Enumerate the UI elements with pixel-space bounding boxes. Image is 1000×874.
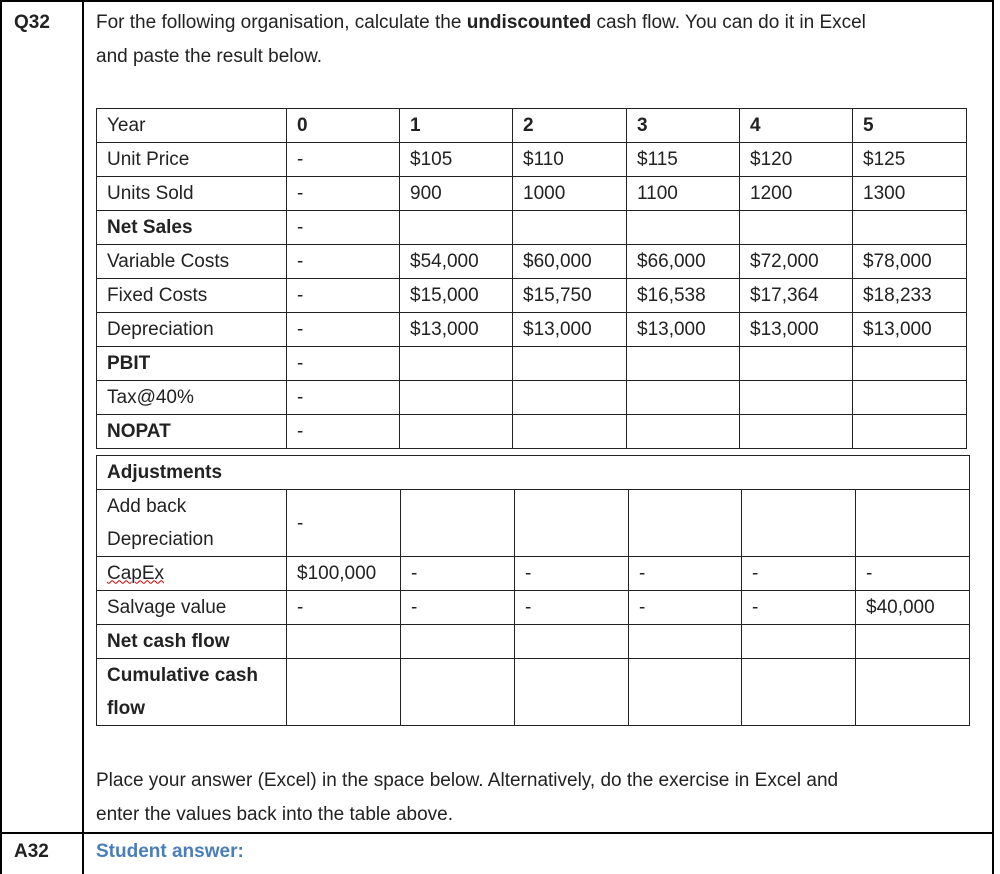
- answer-number: A32: [14, 841, 49, 862]
- table-cell: $40,000: [856, 591, 970, 625]
- table-cell: -: [287, 591, 401, 625]
- table-cell: [515, 659, 629, 726]
- table-cell: $15,750: [513, 279, 627, 313]
- table-cell: $13,000: [740, 313, 853, 347]
- table-cell: $13,000: [513, 313, 627, 347]
- row-label: Units Sold: [97, 177, 287, 211]
- row-label: Fixed Costs: [97, 279, 287, 313]
- row-label-line1: Add back: [107, 496, 187, 517]
- table-cell: 1200: [740, 177, 853, 211]
- table-cell: -: [742, 591, 856, 625]
- row-label: Variable Costs: [97, 245, 287, 279]
- table-cell: -: [287, 177, 400, 211]
- row-label: NOPAT: [97, 415, 287, 449]
- table-row: [97, 591, 970, 625]
- table-cell: [627, 211, 740, 245]
- table-cell: $54,000: [400, 245, 513, 279]
- table-row: [97, 490, 970, 557]
- table-cell: $125: [853, 143, 967, 177]
- table-cell: $13,000: [400, 313, 513, 347]
- table-row: [97, 347, 967, 381]
- table-cell: [629, 625, 742, 659]
- table-cell: $13,000: [853, 313, 967, 347]
- question-text-line1: [96, 6, 866, 40]
- table-cell: 1: [400, 109, 513, 143]
- frame-left: [0, 0, 2, 874]
- table-cell: 0: [287, 109, 400, 143]
- adjustments-table: [96, 455, 970, 726]
- table-row: [97, 109, 967, 143]
- table-cell: [856, 659, 970, 726]
- table-cell: [742, 625, 856, 659]
- table-cell: -: [287, 245, 400, 279]
- cash-flow-table: [96, 108, 967, 449]
- table-cell: -: [401, 557, 515, 591]
- frame-right: [992, 0, 994, 874]
- table-cell: -: [287, 347, 400, 381]
- table-cell: [400, 347, 513, 381]
- adjustments-heading: Adjustments: [97, 456, 970, 490]
- table-cell: [740, 415, 853, 449]
- table-cell: $100,000: [287, 557, 401, 591]
- adjustments-table-body: [97, 456, 970, 726]
- table-cell: [515, 490, 629, 557]
- table-cell: $120: [740, 143, 853, 177]
- table-cell: [627, 347, 740, 381]
- table-row: [97, 415, 967, 449]
- table-row: [97, 177, 967, 211]
- row-label: Net Sales: [97, 211, 287, 245]
- table-cell: [513, 381, 627, 415]
- table-cell: [740, 347, 853, 381]
- table-cell: [401, 659, 515, 726]
- table-cell: -: [629, 591, 742, 625]
- table-row: [97, 245, 967, 279]
- table-cell: 1100: [627, 177, 740, 211]
- table-cell: $16,538: [627, 279, 740, 313]
- table-row: [97, 143, 967, 177]
- table-cell: -: [742, 557, 856, 591]
- table-cell: -: [287, 211, 400, 245]
- table-cell: [629, 659, 742, 726]
- table-cell: [853, 347, 967, 381]
- table-cell: $13,000: [627, 313, 740, 347]
- table-cell: $72,000: [740, 245, 853, 279]
- row-label-line2: Depreciation: [107, 529, 214, 550]
- table-cell: $18,233: [853, 279, 967, 313]
- table-cell: [853, 381, 967, 415]
- table-cell: 900: [400, 177, 513, 211]
- table-cell: [627, 381, 740, 415]
- table-cell: $17,364: [740, 279, 853, 313]
- row-label-text: Salvage value: [107, 596, 227, 618]
- row-label: Depreciation: [97, 313, 287, 347]
- table-cell: 2: [513, 109, 627, 143]
- table-row: [97, 279, 967, 313]
- table-cell: -: [629, 557, 742, 591]
- table-cell: $110: [513, 143, 627, 177]
- table-cell: -: [287, 313, 400, 347]
- table-cell: [513, 415, 627, 449]
- table-cell: [629, 490, 742, 557]
- table-cell: -: [401, 591, 515, 625]
- question-text-before: For the following organisation, calculate the: [96, 12, 467, 33]
- table-cell: $60,000: [513, 245, 627, 279]
- table-cell: 3: [627, 109, 740, 143]
- row-label: [97, 659, 287, 726]
- row-label: Unit Price: [97, 143, 287, 177]
- row-label-text: Net cash flow: [107, 630, 230, 652]
- table-cell: -: [856, 557, 970, 591]
- table-cell: [400, 415, 513, 449]
- row-label: Tax@40%: [97, 381, 287, 415]
- row-label-line1: Cumulative cash: [107, 665, 258, 686]
- adjustments-heading-row: [97, 456, 970, 490]
- table-cell: 5: [853, 109, 967, 143]
- table-cell: [853, 415, 967, 449]
- table-row: [97, 381, 967, 415]
- table-cell: $15,000: [400, 279, 513, 313]
- question-number: Q32: [14, 12, 50, 33]
- cash-flow-table-body: [97, 109, 967, 449]
- table-cell: $78,000: [853, 245, 967, 279]
- table-cell: [856, 490, 970, 557]
- row-label: [97, 490, 287, 557]
- row-label: Year: [97, 109, 287, 143]
- table-cell: $66,000: [627, 245, 740, 279]
- table-cell: -: [287, 381, 400, 415]
- table-cell: -: [287, 415, 400, 449]
- table-cell: 1000: [513, 177, 627, 211]
- table-row: [97, 625, 970, 659]
- row-label: PBIT: [97, 347, 287, 381]
- table-cell: [627, 415, 740, 449]
- instruction-line2: enter the values back into the table above.: [96, 804, 454, 825]
- table-cell: [513, 211, 627, 245]
- row-label: [97, 591, 287, 625]
- table-row: [97, 313, 967, 347]
- table-row: [97, 557, 970, 591]
- row-label: [97, 557, 287, 591]
- table-cell: [401, 490, 515, 557]
- table-cell: 4: [740, 109, 853, 143]
- table-cell: [287, 659, 401, 726]
- table-cell: [401, 625, 515, 659]
- table-cell: $115: [627, 143, 740, 177]
- table-cell: $105: [400, 143, 513, 177]
- row-label: [97, 625, 287, 659]
- table-row: [97, 659, 970, 726]
- frame-top: [0, 0, 994, 2]
- question-text-after: cash flow. You can do it in Excel: [591, 12, 866, 33]
- student-answer-label: Student answer:: [96, 841, 244, 862]
- table-cell: [515, 625, 629, 659]
- table-cell: [742, 490, 856, 557]
- table-cell: -: [287, 143, 400, 177]
- table-cell: -: [515, 591, 629, 625]
- frame-divider-vertical: [82, 0, 84, 874]
- table-cell: [740, 211, 853, 245]
- table-cell: [742, 659, 856, 726]
- row-label-text: CapEx: [107, 562, 165, 584]
- instruction-line1: Place your answer (Excel) in the space below. Alternatively, do the exercise in Excel and: [96, 770, 839, 791]
- table-cell: [400, 381, 513, 415]
- table-cell: -: [287, 279, 400, 313]
- table-cell: [856, 625, 970, 659]
- table-cell: [400, 211, 513, 245]
- table-cell: -: [515, 557, 629, 591]
- table-cell: [853, 211, 967, 245]
- table-cell: 1300: [853, 177, 967, 211]
- table-cell: -: [287, 490, 401, 557]
- question-text-bold: undiscounted: [466, 12, 592, 33]
- table-row: [97, 211, 967, 245]
- question-text-line2: and paste the result below.: [96, 46, 323, 67]
- table-cell: [740, 381, 853, 415]
- table-cell: [513, 347, 627, 381]
- frame-divider-horizontal: [0, 832, 994, 834]
- table-cell: [287, 625, 401, 659]
- row-label-line2: flow: [107, 698, 145, 719]
